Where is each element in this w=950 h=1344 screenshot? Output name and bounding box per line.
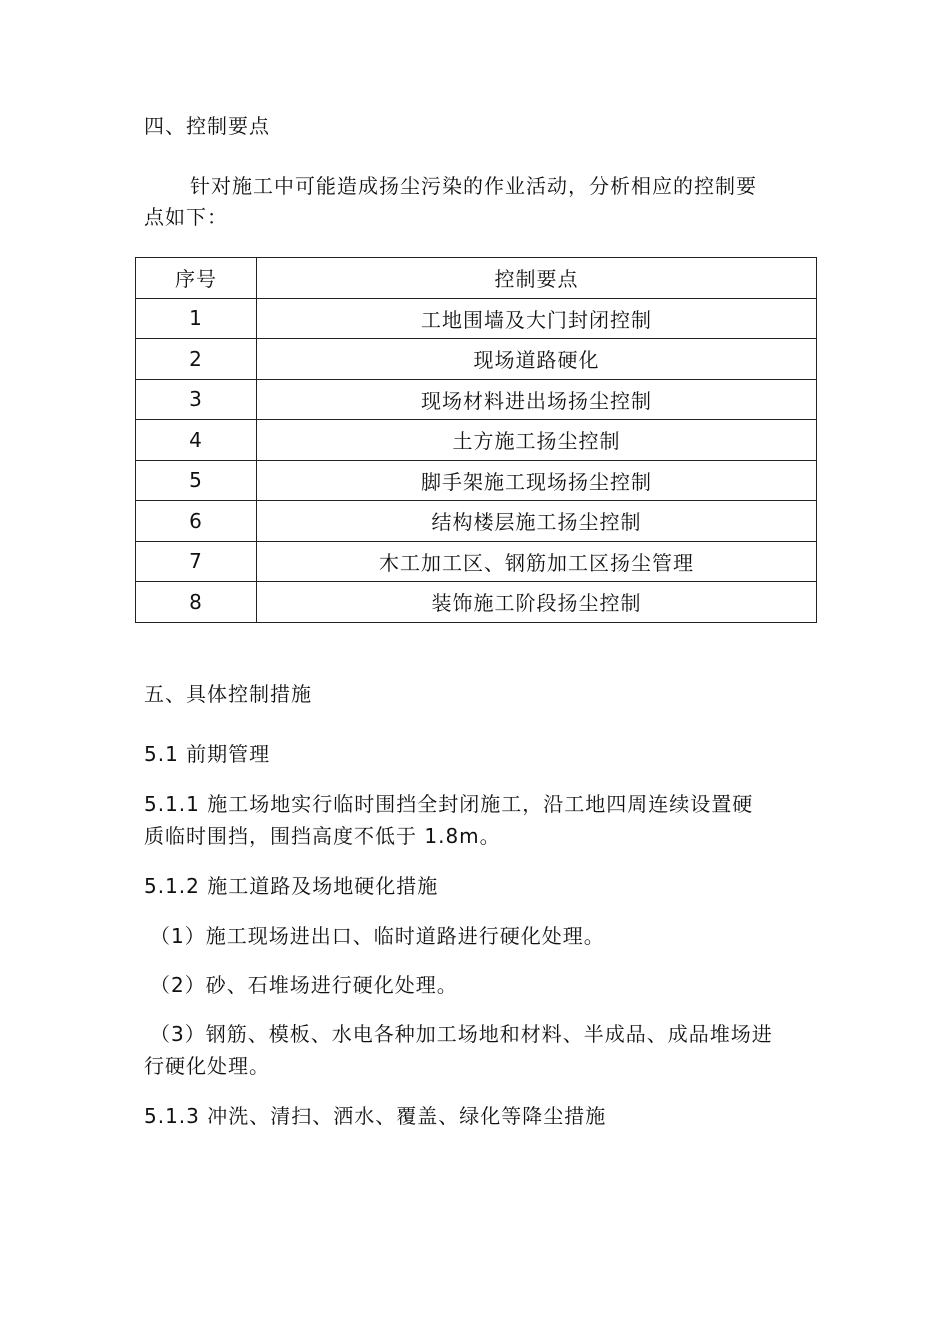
row-number: 4 (136, 420, 257, 461)
section-4-intro-line-1: 针对施工中可能造成扬尘污染的作业活动，分析相应的控制要 (190, 174, 757, 198)
table-row (136, 501, 817, 542)
table-header-row (136, 258, 817, 299)
header-serial-number: 序号 (136, 258, 257, 299)
row-number: 2 (136, 339, 257, 380)
table-row (136, 379, 817, 420)
row-control-point: 工地围墙及大门封闭控制 (257, 298, 817, 339)
row-control-point: 装饰施工阶段扬尘控制 (257, 582, 817, 623)
row-number: 5 (136, 460, 257, 501)
control-points-table (135, 257, 817, 623)
section-4-heading: 四、控制要点 (144, 114, 270, 138)
row-control-point: 现场道路硬化 (257, 339, 817, 380)
list-item-3-line-1: （3）钢筋、模板、水电各种加工场地和材料、半成品、成品堆场进 (150, 1022, 773, 1046)
list-item-3-line-2: 行硬化处理。 (144, 1054, 270, 1078)
row-control-point: 现场材料进出场扬尘控制 (257, 379, 817, 420)
table-row (136, 298, 817, 339)
section-5-heading: 五、具体控制措施 (144, 682, 312, 706)
row-number: 6 (136, 501, 257, 542)
table-row (136, 339, 817, 380)
paragraph-5-1-1-line-2: 质临时围挡，围挡高度不低于 1.8m。 (144, 824, 501, 848)
table-row (136, 420, 817, 461)
row-control-point: 脚手架施工现场扬尘控制 (257, 460, 817, 501)
row-control-point: 土方施工扬尘控制 (257, 420, 817, 461)
row-number: 3 (136, 379, 257, 420)
row-control-point: 木工加工区、钢筋加工区扬尘管理 (257, 541, 817, 582)
list-item-1: （1）施工现场进出口、临时道路进行硬化处理。 (150, 924, 605, 948)
table-row (136, 460, 817, 501)
table-row (136, 541, 817, 582)
paragraph-5-1-1-line-1: 5.1.1 施工场地实行临时围挡全封闭施工，沿工地四周连续设置硬 (144, 792, 754, 816)
section-4-intro-line-2: 点如下： (144, 205, 228, 229)
subsection-5-1-heading: 5.1 前期管理 (144, 742, 271, 766)
row-number: 1 (136, 298, 257, 339)
subsection-5-1-2-heading: 5.1.2 施工道路及场地硬化措施 (144, 874, 439, 898)
header-control-point: 控制要点 (257, 258, 817, 299)
subsection-5-1-3-heading: 5.1.3 冲洗、清扫、洒水、覆盖、绿化等降尘措施 (144, 1104, 607, 1128)
row-number: 7 (136, 541, 257, 582)
list-item-2: （2）砂、石堆场进行硬化处理。 (150, 973, 458, 997)
row-number: 8 (136, 582, 257, 623)
table-row (136, 582, 817, 623)
row-control-point: 结构楼层施工扬尘控制 (257, 501, 817, 542)
